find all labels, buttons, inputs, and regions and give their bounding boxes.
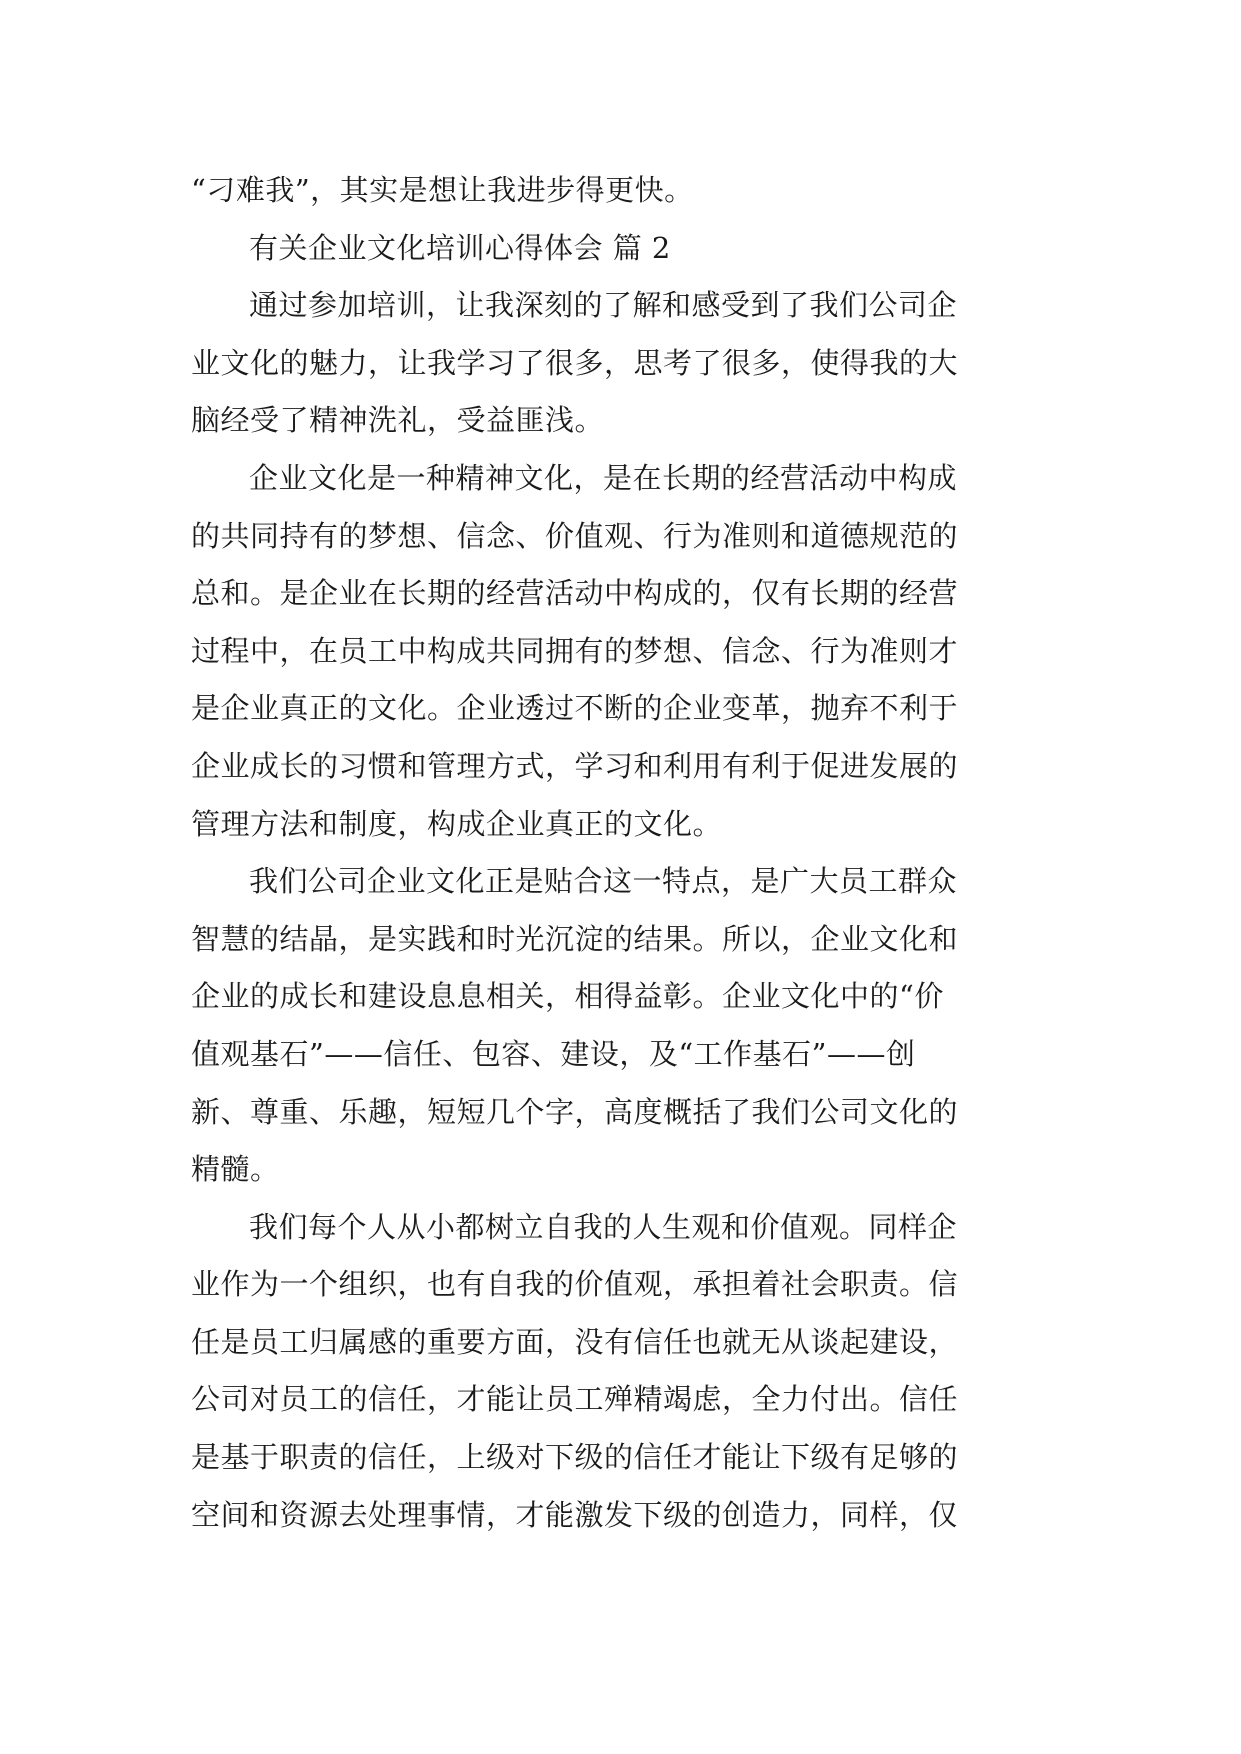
text-line: 是基于职责的信任，上级对下级的信任才能让下级有足够的 [191,1440,959,1475]
text-line: 管理方法和制度，构成企业真正的文化。 [191,806,723,841]
text-line: 我们每个人从小都树立自我的人生观和价值观。同样企 [249,1209,958,1244]
text-line: 的共同持有的梦想、信念、价值观、行为准则和道德规范的 [191,518,959,553]
text-line: 企业文化是一种精神文化，是在长期的经营活动中构成 [249,460,958,495]
text-line: 通过参加培训，让我深刻的了解和感受到了我们公司企 [249,288,958,323]
text-line: 企业成长的习惯和管理方式，学习和利用有利于促进发展的 [191,748,959,783]
document-body [191,162,1051,1544]
paragraph [191,853,1051,1199]
text-line: 空间和资源去处理事情，才能激发下级的创造力，同样，仅 [191,1497,959,1532]
section-heading [191,220,1051,278]
text-line: 业作为一个组织，也有自我的价值观，承担着社会职责。信 [191,1267,959,1302]
text-line: 脑经受了精神洗礼，受益匪浅。 [191,403,605,438]
paragraph [191,277,1051,450]
text-line: 公司对员工的信任，才能让员工殚精竭虑，全力付出。信任 [191,1382,959,1417]
text-line: 业文化的魅力，让我学习了很多，思考了很多，使得我的大 [191,345,959,380]
text-line: 精髓。 [191,1152,280,1187]
text-line: “刁难我”，其实是想让我进步得更快。 [191,173,694,207]
text-line: 企业的成长和建设息息相关，相得益彰。企业文化中的“价 [191,979,944,1014]
text-line: 过程中，在员工中构成共同拥有的梦想、信念、行为准则才 [191,633,959,668]
text-line: 我们公司企业文化正是贴合这一特点，是广大员工群众 [249,864,958,899]
text-line: 智慧的结晶，是实践和时光沉淀的结果。所以，企业文化和 [191,921,959,956]
text-line: 新、尊重、乐趣，短短几个字，高度概括了我们公司文化的 [191,1094,959,1129]
text-line: 值观基石”——信任、包容、建设，及“工作基石”——创 [191,1036,916,1071]
text-line: 是企业真正的文化。企业透过不断的企业变革，抛弃不利于 [191,691,959,726]
text-line: 任是员工归属感的重要方面，没有信任也就无从谈起建设， [191,1324,959,1359]
paragraph [191,450,1051,853]
paragraph [191,1199,1051,1545]
text-line: 总和。是企业在长期的经营活动中构成的，仅有长期的经营 [191,576,959,611]
heading-text: 有关企业文化培训心得体会 篇 2 [249,230,671,265]
paragraph-continuation [191,162,1051,220]
